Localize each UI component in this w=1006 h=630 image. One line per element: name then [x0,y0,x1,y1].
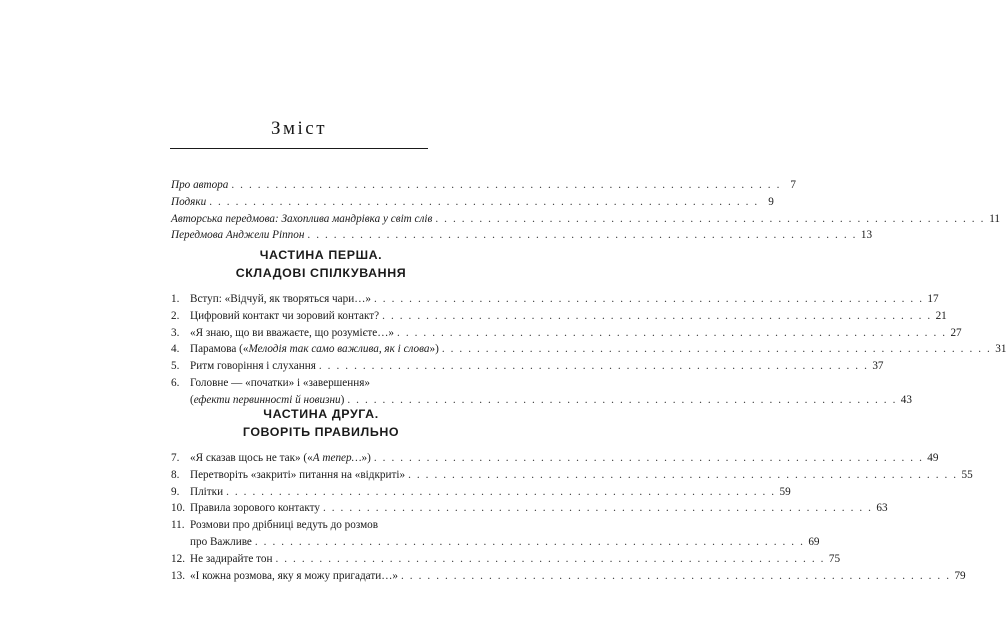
toc-page-number: 37 [872,360,884,373]
toc-chapter-entry [171,568,966,585]
chapter-number: 9. [171,485,180,498]
title-segment: Не задирайте тон [190,552,273,565]
dot-leader [374,291,924,308]
toc-chapter-entry [171,358,884,375]
toc-page-number: 63 [876,502,888,515]
chapter-number: 8. [171,468,180,481]
dot-leader [401,568,951,585]
toc-chapter-entry [171,375,471,392]
title-segment: Перетворіть «закриті» питання на «відкриті» [190,468,406,481]
part-two-heading-line2: ГОВОРІТЬ ПРАВИЛЬНО [242,424,400,439]
chapter-title [190,325,394,342]
title-segment: Плітки [190,485,224,498]
toc-page-number: 17 [927,293,939,305]
chapter-title [190,568,398,585]
toc-chapter-entry [171,308,947,325]
title-segment: Парамова (« [190,343,249,356]
toc-page-number: 7 [790,179,796,191]
title-segment: «І кожна розмова, яку я можу пригадати…» [190,569,399,582]
toc-page-number: 43 [900,393,912,406]
toc-entry [171,177,796,194]
dot-leader [275,551,825,568]
dot-leader [374,450,924,467]
toc-page-number: 75 [828,552,841,565]
chapter-title [190,551,272,568]
toc-chapter-entry [171,500,888,517]
toc-page-number: 49 [927,452,939,464]
toc-chapter-entry [171,517,471,534]
chapter-title [190,341,439,358]
chapter-title [190,375,370,392]
title-segment: Авторська передмова: Захоплива мандрівка у світ слів [171,212,433,225]
toc-entry-title [171,177,228,194]
title-segment: Передмова Анджели Ріппон [171,229,305,242]
toc-page-number: 21 [935,309,947,322]
dot-leader [226,484,776,501]
toc-entry-title [171,227,304,244]
toc-entry [171,211,1000,228]
toc-chapter-entry [171,450,939,467]
title-rule [170,148,428,149]
toc-page-number: 79 [954,569,966,582]
title-segment: «Я знаю, що ви вважаєте, що розумієте…» [190,326,395,339]
title-segment: ефекти первинності й новизни [193,393,341,406]
chapter-title [190,308,379,325]
dot-leader [209,194,759,211]
dot-leader [382,308,932,325]
title-segment: «Я сказав щось не так» (« [190,452,313,464]
dot-leader [435,211,985,228]
chapter-number: 12. [171,552,185,565]
chapter-title [190,500,320,517]
title-segment: про Важливе [190,535,252,548]
dot-leader [323,500,873,517]
chapter-number: 10. [171,502,185,515]
chapter-title [190,467,405,484]
toc-page-number: 69 [808,535,820,548]
title-segment: Цифровий контакт чи зоровий контакт? [190,309,380,322]
title-segment: Правила зорового контакту [190,502,320,515]
toc-page-number: 55 [961,468,973,481]
toc-chapter-entry [171,291,939,308]
title-segment: Мелодія так само важлива, як і слова [248,343,430,356]
toc-page-number: 13 [860,229,873,242]
part-two-chapter-list [171,450,973,584]
title-segment: ( [190,393,194,406]
part-one-heading-line1: ЧАСТИНА ПЕРША. [259,248,383,262]
title-segment: Подяки [171,195,207,208]
chapter-number: 1. [171,293,180,305]
dot-leader [442,341,992,358]
chapter-title [171,534,252,551]
dot-leader [231,177,781,194]
chapter-title [190,517,378,534]
part-two-heading [171,406,471,441]
dot-leader [307,227,857,244]
toc-entry-title [171,211,432,228]
part-one-chapter-list [171,291,1006,409]
part-two-heading-line1: ЧАСТИНА ДРУГА. [263,407,379,421]
chapter-number: 7. [171,452,180,464]
title-segment: ») [429,343,439,356]
toc-entry-title [171,194,206,211]
title-segment: Головне — «початки» і «завершення» [190,376,370,389]
page-title: Зміст [270,118,328,139]
chapter-number: 6. [171,376,180,389]
dot-leader [319,358,869,375]
toc-page-number: 27 [950,326,962,339]
toc-chapter-entry [171,341,1006,358]
toc-page-number: 9 [768,195,774,208]
toc-page-number: 59 [779,485,791,498]
part-one-heading-line2: СКЛАДОВІ СПІЛКУВАННЯ [235,265,407,280]
toc-chapter-entry [171,325,962,342]
chapter-title [190,358,316,375]
toc-chapter-entry [171,484,791,501]
toc-chapter-entry [171,534,820,551]
title-segment: А тепер… [312,452,362,464]
chapter-number: 13. [171,569,185,582]
toc-page-number: 31 [995,343,1006,356]
part-one-heading [171,247,471,282]
toc-chapter-entry [171,551,841,568]
front-matter-list [171,177,1000,244]
chapter-title [190,291,371,308]
dot-leader [397,325,947,342]
chapter-number: 3. [171,326,180,339]
chapter-number: 11. [171,519,185,532]
chapter-number: 4. [171,343,180,356]
chapter-title [190,450,371,467]
title-segment: ) [340,393,345,406]
title-segment: Розмови про дрібниці ведуть до розмов [190,519,379,532]
dot-leader [255,534,805,551]
toc-chapter-entry [171,467,973,484]
chapter-number: 5. [171,360,180,373]
chapter-number: 2. [171,309,180,322]
toc-entry [171,227,873,244]
toc-page-number: 11 [989,212,1000,225]
title-segment: Вступ: «Відчуй, як творяться чари…» [190,293,371,305]
toc-entry [171,194,774,211]
title-segment: Про автора [171,179,229,191]
chapter-title [190,484,223,501]
title-segment: Ритм говоріння і слухання [190,360,316,373]
dot-leader [408,467,958,484]
title-segment: ») [361,452,371,464]
